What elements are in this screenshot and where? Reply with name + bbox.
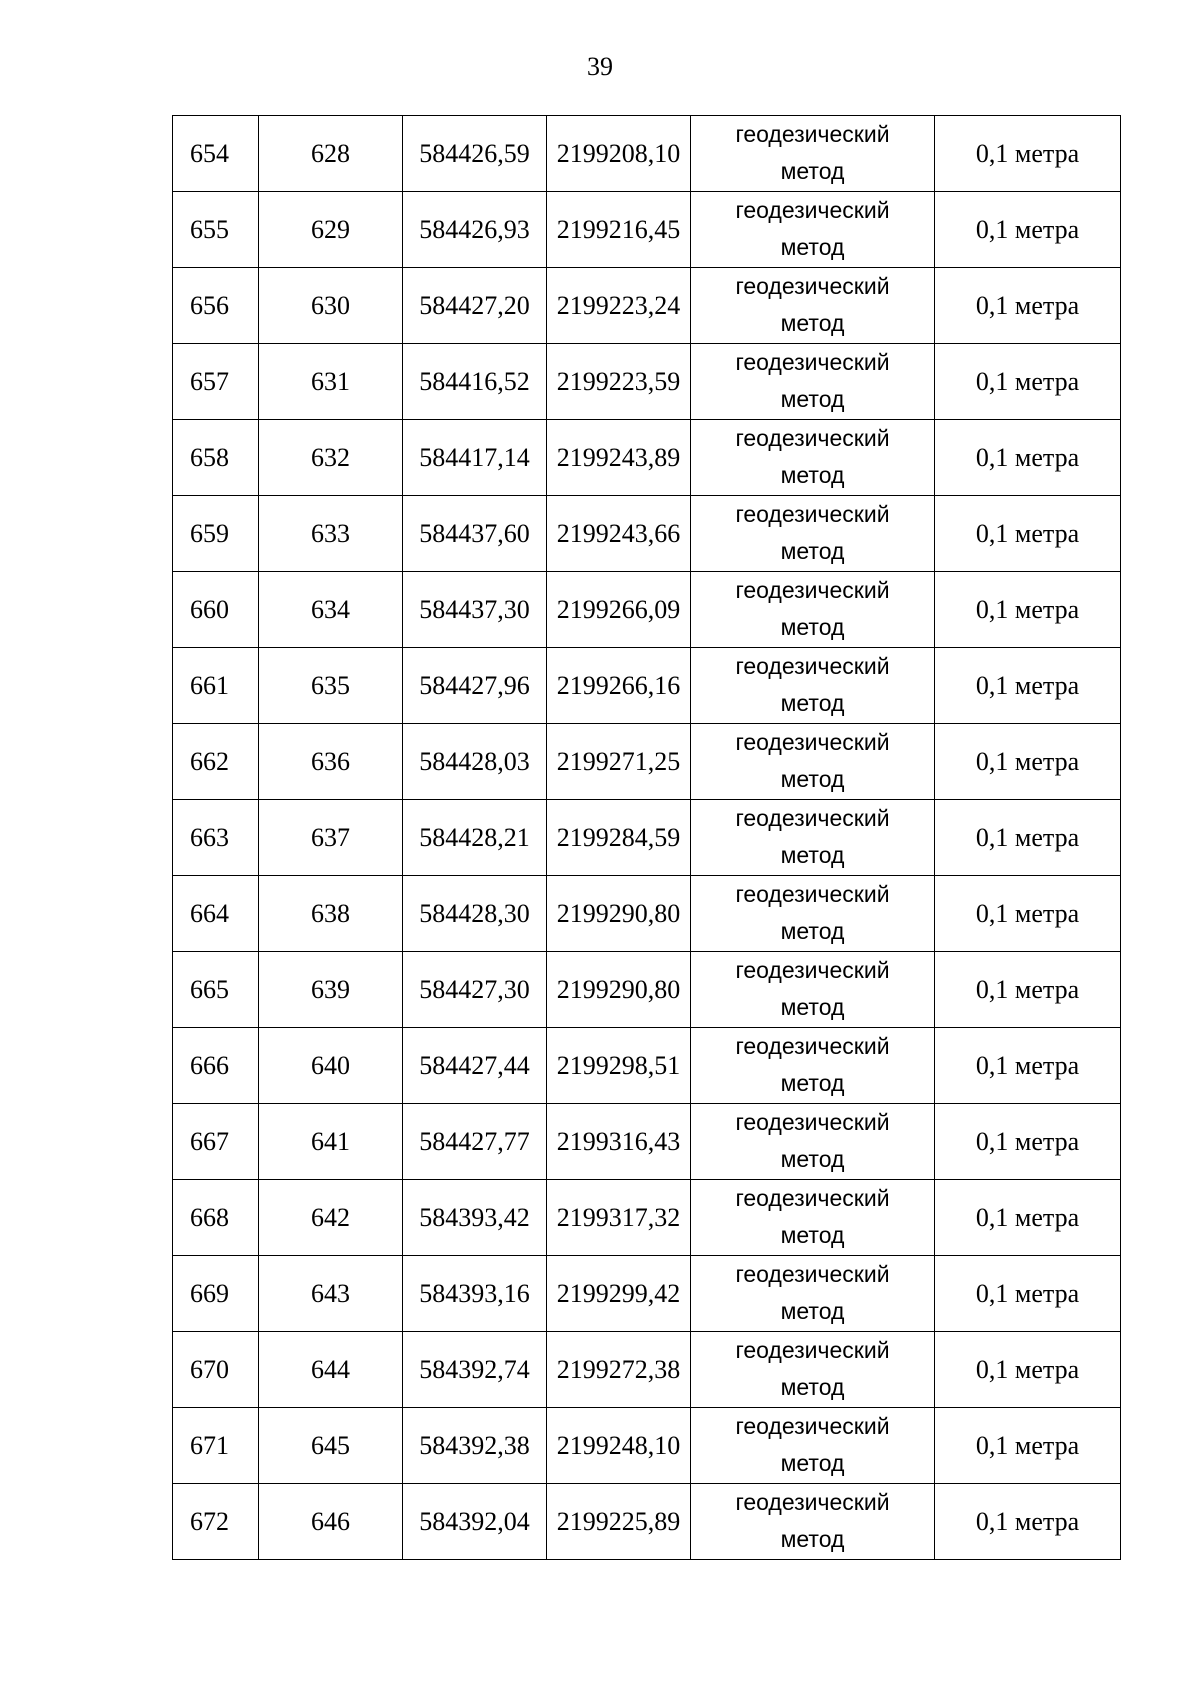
page-number: 39 — [587, 52, 613, 81]
table-row — [173, 1104, 1121, 1180]
method-line-1: геодезический — [735, 197, 890, 223]
method-line-2: метод — [780, 842, 845, 868]
coordinates-table — [172, 115, 1121, 1560]
method-line-1: геодезический — [735, 501, 890, 527]
method-line-2: метод — [780, 1070, 845, 1096]
table-row — [173, 1408, 1121, 1484]
cell-number: 663 — [173, 800, 259, 876]
cell-x-coordinate: 584392,04 — [403, 1484, 547, 1560]
cell-y-coordinate: 2199299,42 — [547, 1256, 691, 1332]
cell-y-coordinate: 2199225,89 — [547, 1484, 691, 1560]
method-line-2: метод — [780, 1450, 845, 1476]
cell-accuracy: 0,1 метра — [935, 648, 1121, 724]
cell-y-coordinate: 2199243,89 — [547, 420, 691, 496]
cell-number: 658 — [173, 420, 259, 496]
cell-accuracy: 0,1 метра — [935, 724, 1121, 800]
cell-x-coordinate: 584392,74 — [403, 1332, 547, 1408]
method-line-2: метод — [780, 918, 845, 944]
method-line-2: метод — [780, 1146, 845, 1172]
method-line-2: метод — [780, 538, 845, 564]
table-row — [173, 420, 1121, 496]
cell-y-coordinate: 2199290,80 — [547, 952, 691, 1028]
cell-x-coordinate: 584393,42 — [403, 1180, 547, 1256]
cell-x-coordinate: 584427,30 — [403, 952, 547, 1028]
cell-number: 666 — [173, 1028, 259, 1104]
cell-accuracy: 0,1 метра — [935, 1332, 1121, 1408]
method-line-2: метод — [780, 386, 845, 412]
cell-y-coordinate: 2199272,38 — [547, 1332, 691, 1408]
cell-y-coordinate: 2199271,25 — [547, 724, 691, 800]
table-row — [173, 724, 1121, 800]
cell-number: 655 — [173, 192, 259, 268]
cell-method — [691, 116, 935, 192]
table-row — [173, 1332, 1121, 1408]
cell-method — [691, 800, 935, 876]
cell-method — [691, 876, 935, 952]
cell-point: 632 — [259, 420, 403, 496]
cell-y-coordinate: 2199248,10 — [547, 1408, 691, 1484]
table-row — [173, 952, 1121, 1028]
table-row — [173, 800, 1121, 876]
method-line-2: метод — [780, 614, 845, 640]
method-line-1: геодезический — [735, 425, 890, 451]
method-line-1: геодезический — [735, 349, 890, 375]
table-row — [173, 116, 1121, 192]
cell-point: 631 — [259, 344, 403, 420]
cell-x-coordinate: 584426,59 — [403, 116, 547, 192]
cell-point: 629 — [259, 192, 403, 268]
cell-accuracy: 0,1 метра — [935, 1408, 1121, 1484]
cell-accuracy: 0,1 метра — [935, 876, 1121, 952]
cell-number: 671 — [173, 1408, 259, 1484]
cell-accuracy: 0,1 метра — [935, 1180, 1121, 1256]
cell-accuracy: 0,1 метра — [935, 344, 1121, 420]
method-line-2: метод — [780, 462, 845, 488]
cell-number: 665 — [173, 952, 259, 1028]
cell-x-coordinate: 584428,30 — [403, 876, 547, 952]
method-line-2: метод — [780, 234, 845, 260]
cell-method — [691, 1256, 935, 1332]
cell-accuracy: 0,1 метра — [935, 1256, 1121, 1332]
method-line-1: геодезический — [735, 881, 890, 907]
cell-point: 637 — [259, 800, 403, 876]
cell-accuracy: 0,1 метра — [935, 1484, 1121, 1560]
cell-accuracy: 0,1 метра — [935, 420, 1121, 496]
method-line-1: геодезический — [735, 1185, 890, 1211]
cell-accuracy: 0,1 метра — [935, 116, 1121, 192]
cell-method — [691, 1484, 935, 1560]
cell-x-coordinate: 584428,03 — [403, 724, 547, 800]
cell-accuracy: 0,1 метра — [935, 952, 1121, 1028]
table-row — [173, 496, 1121, 572]
cell-y-coordinate: 2199223,59 — [547, 344, 691, 420]
cell-y-coordinate: 2199284,59 — [547, 800, 691, 876]
cell-x-coordinate: 584427,20 — [403, 268, 547, 344]
method-line-2: метод — [780, 310, 845, 336]
cell-x-coordinate: 584427,44 — [403, 1028, 547, 1104]
method-line-1: геодезический — [735, 577, 890, 603]
cell-method — [691, 1028, 935, 1104]
cell-method — [691, 1180, 935, 1256]
cell-x-coordinate: 584393,16 — [403, 1256, 547, 1332]
method-line-1: геодезический — [735, 805, 890, 831]
cell-point: 628 — [259, 116, 403, 192]
cell-point: 643 — [259, 1256, 403, 1332]
cell-method — [691, 344, 935, 420]
cell-point: 644 — [259, 1332, 403, 1408]
method-line-1: геодезический — [735, 121, 890, 147]
method-line-1: геодезический — [735, 1033, 890, 1059]
cell-method — [691, 1104, 935, 1180]
table-row — [173, 876, 1121, 952]
cell-accuracy: 0,1 метра — [935, 800, 1121, 876]
cell-method — [691, 268, 935, 344]
cell-x-coordinate: 584427,96 — [403, 648, 547, 724]
table-row — [173, 344, 1121, 420]
cell-x-coordinate: 584426,93 — [403, 192, 547, 268]
cell-number: 656 — [173, 268, 259, 344]
cell-x-coordinate: 584392,38 — [403, 1408, 547, 1484]
table-body — [173, 116, 1121, 1560]
cell-method — [691, 420, 935, 496]
cell-number: 657 — [173, 344, 259, 420]
cell-y-coordinate: 2199317,32 — [547, 1180, 691, 1256]
cell-number: 670 — [173, 1332, 259, 1408]
table-row — [173, 192, 1121, 268]
method-line-1: геодезический — [735, 1261, 890, 1287]
cell-x-coordinate: 584437,60 — [403, 496, 547, 572]
cell-y-coordinate: 2199208,10 — [547, 116, 691, 192]
method-line-2: метод — [780, 1222, 845, 1248]
cell-point: 640 — [259, 1028, 403, 1104]
method-line-2: метод — [780, 158, 845, 184]
method-line-2: метод — [780, 690, 845, 716]
method-line-1: геодезический — [735, 273, 890, 299]
cell-accuracy: 0,1 метра — [935, 192, 1121, 268]
method-line-2: метод — [780, 1526, 845, 1552]
cell-number: 669 — [173, 1256, 259, 1332]
cell-method — [691, 1332, 935, 1408]
cell-accuracy: 0,1 метра — [935, 572, 1121, 648]
table-row — [173, 648, 1121, 724]
cell-accuracy: 0,1 метра — [935, 1104, 1121, 1180]
method-line-1: геодезический — [735, 653, 890, 679]
cell-x-coordinate: 584437,30 — [403, 572, 547, 648]
cell-y-coordinate: 2199216,45 — [547, 192, 691, 268]
method-line-1: геодезический — [735, 1337, 890, 1363]
cell-point: 639 — [259, 952, 403, 1028]
cell-point: 638 — [259, 876, 403, 952]
cell-y-coordinate: 2199266,16 — [547, 648, 691, 724]
method-line-2: метод — [780, 1374, 845, 1400]
table-row — [173, 1028, 1121, 1104]
cell-x-coordinate: 584416,52 — [403, 344, 547, 420]
cell-point: 633 — [259, 496, 403, 572]
cell-number: 662 — [173, 724, 259, 800]
method-line-1: геодезический — [735, 729, 890, 755]
method-line-2: метод — [780, 766, 845, 792]
cell-y-coordinate: 2199243,66 — [547, 496, 691, 572]
cell-point: 635 — [259, 648, 403, 724]
table-row — [173, 1180, 1121, 1256]
cell-number: 661 — [173, 648, 259, 724]
cell-x-coordinate: 584417,14 — [403, 420, 547, 496]
cell-method — [691, 952, 935, 1028]
cell-method — [691, 192, 935, 268]
cell-y-coordinate: 2199316,43 — [547, 1104, 691, 1180]
cell-accuracy: 0,1 метра — [935, 496, 1121, 572]
cell-number: 672 — [173, 1484, 259, 1560]
cell-method — [691, 648, 935, 724]
method-line-1: геодезический — [735, 957, 890, 983]
cell-number: 660 — [173, 572, 259, 648]
method-line-2: метод — [780, 994, 845, 1020]
method-line-1: геодезический — [735, 1109, 890, 1135]
cell-method — [691, 572, 935, 648]
table-row — [173, 1484, 1121, 1560]
cell-x-coordinate: 584428,21 — [403, 800, 547, 876]
cell-y-coordinate: 2199290,80 — [547, 876, 691, 952]
method-line-2: метод — [780, 1298, 845, 1324]
table-row — [173, 572, 1121, 648]
cell-number: 659 — [173, 496, 259, 572]
cell-number: 667 — [173, 1104, 259, 1180]
cell-y-coordinate: 2199266,09 — [547, 572, 691, 648]
cell-method — [691, 1408, 935, 1484]
cell-method — [691, 496, 935, 572]
cell-point: 646 — [259, 1484, 403, 1560]
method-line-1: геодезический — [735, 1413, 890, 1439]
cell-accuracy: 0,1 метра — [935, 1028, 1121, 1104]
table-row — [173, 1256, 1121, 1332]
table-row — [173, 268, 1121, 344]
cell-point: 636 — [259, 724, 403, 800]
cell-point: 641 — [259, 1104, 403, 1180]
cell-number: 668 — [173, 1180, 259, 1256]
cell-point: 642 — [259, 1180, 403, 1256]
cell-y-coordinate: 2199223,24 — [547, 268, 691, 344]
cell-method — [691, 724, 935, 800]
cell-point: 645 — [259, 1408, 403, 1484]
cell-accuracy: 0,1 метра — [935, 268, 1121, 344]
cell-x-coordinate: 584427,77 — [403, 1104, 547, 1180]
method-line-1: геодезический — [735, 1489, 890, 1515]
cell-point: 634 — [259, 572, 403, 648]
cell-y-coordinate: 2199298,51 — [547, 1028, 691, 1104]
cell-number: 654 — [173, 116, 259, 192]
cell-number: 664 — [173, 876, 259, 952]
cell-point: 630 — [259, 268, 403, 344]
